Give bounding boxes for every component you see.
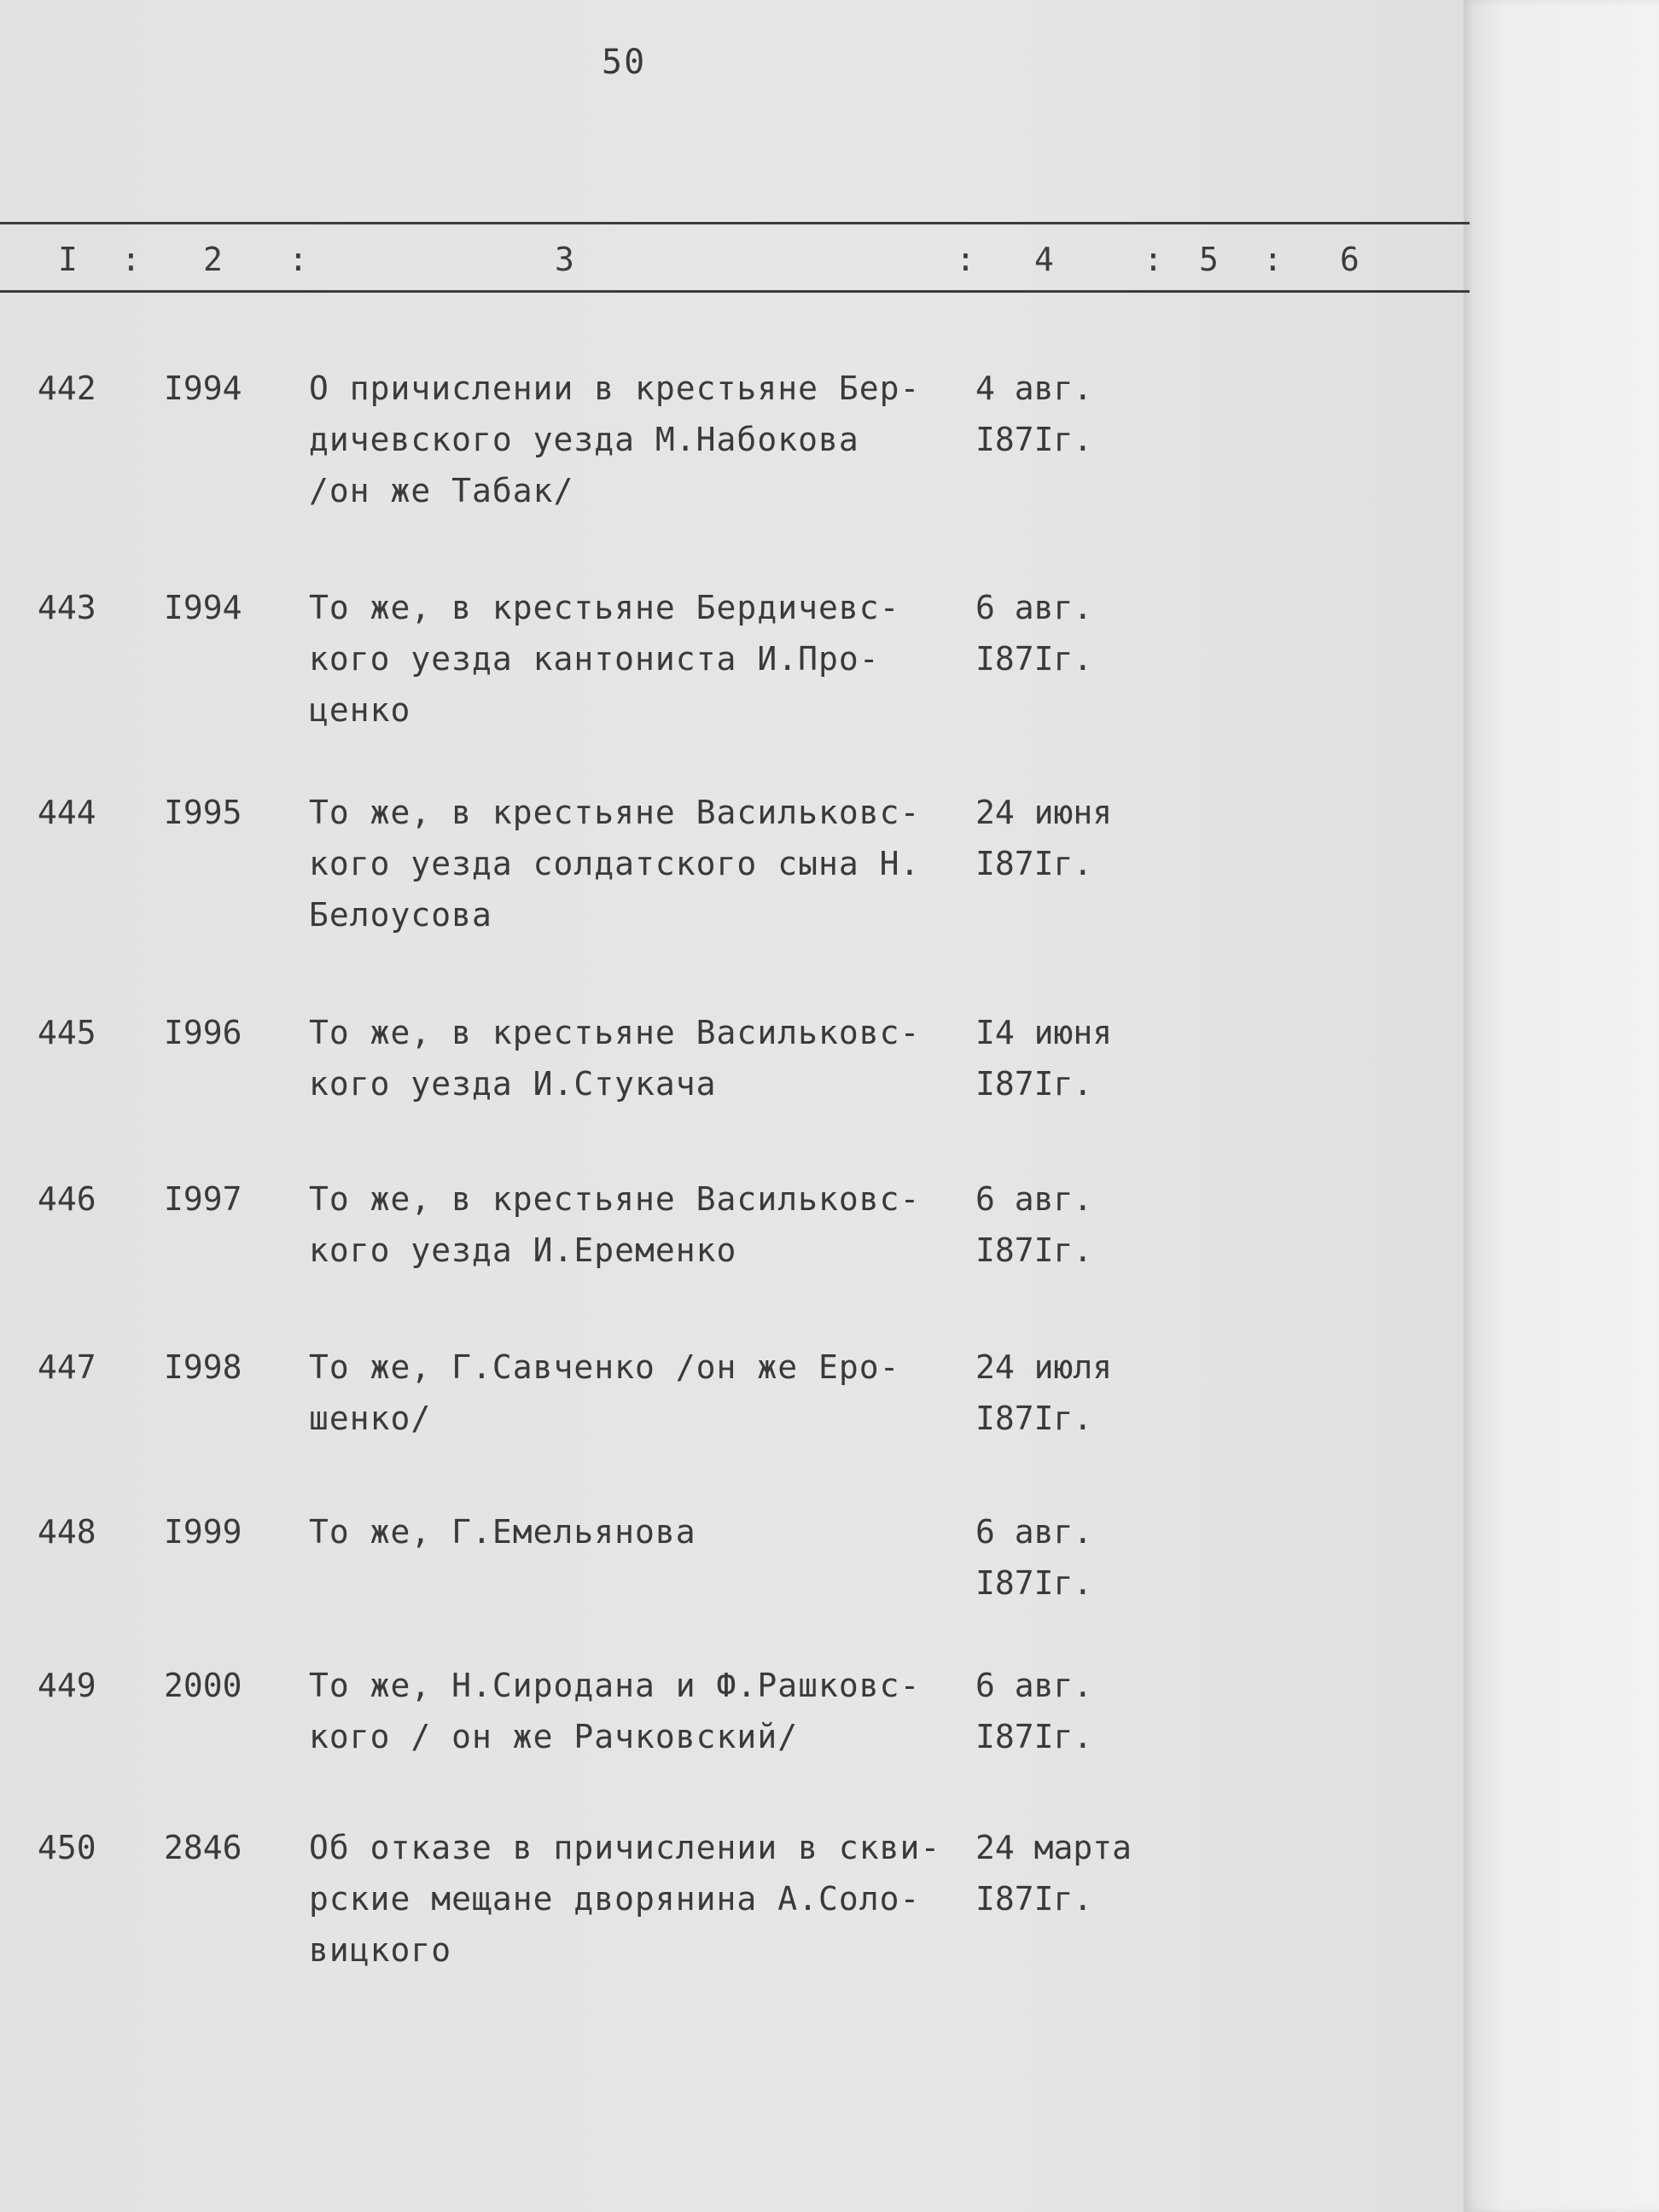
entry-number: 447: [38, 1348, 96, 1386]
entry-description: [309, 1660, 920, 1762]
entry-reference: I999: [164, 1513, 242, 1551]
entry-description: [309, 1173, 920, 1276]
column-separator: :: [956, 241, 975, 278]
description-line: То же, в крестьяне Бердичевс-: [309, 589, 900, 626]
entry-reference: I998: [164, 1348, 242, 1386]
entry-description: [309, 787, 920, 940]
date-day-month: 24 июля: [975, 1348, 1113, 1386]
date-day-month: 6 авг.: [975, 1513, 1093, 1551]
column-separator: :: [121, 241, 141, 278]
entry-number: 448: [38, 1513, 96, 1551]
description-line: Об отказе в причислении в скви-: [309, 1829, 941, 1866]
description-line: То же, в крестьяне Васильковс-: [309, 1180, 921, 1218]
entry-date: [975, 582, 1092, 684]
date-day-month: 24 марта: [975, 1829, 1132, 1866]
entry-reference: I996: [164, 1014, 242, 1051]
header-rule-bottom: [0, 290, 1470, 293]
entry-description: [309, 1506, 696, 1557]
description-line: рские мещане дворянина А.Соло-: [309, 1880, 921, 1918]
description-line: То же, Г.Савченко /он же Еро-: [309, 1348, 900, 1386]
entry-number: 449: [38, 1667, 96, 1704]
entry-date: [975, 1506, 1092, 1609]
column-header-6: 6: [1340, 241, 1359, 278]
column-header-1: I: [58, 241, 78, 278]
entry-date: [975, 1660, 1092, 1762]
entry-reference: I997: [164, 1180, 242, 1218]
entry-reference: I994: [164, 589, 242, 626]
entry-description: [309, 1822, 940, 1976]
description-line: О причислении в крестьяне Бер-: [309, 370, 921, 407]
page-number: 50: [602, 43, 647, 82]
date-day-month: 6 авг.: [975, 1180, 1093, 1218]
description-line: Белоусова: [309, 896, 492, 934]
description-line: /он же Табак/: [309, 472, 574, 509]
date-year: I87Iг.: [975, 1231, 1093, 1269]
entry-description: [309, 1342, 899, 1444]
date-day-month: 4 авг.: [975, 370, 1093, 407]
column-separator: :: [1263, 241, 1283, 278]
date-day-month: I4 июня: [975, 1014, 1113, 1051]
entry-number: 444: [38, 794, 96, 831]
description-line: То же, в крестьяне Васильковс-: [309, 794, 921, 831]
description-line: ценко: [309, 691, 411, 729]
column-separator: :: [1144, 241, 1163, 278]
description-line: кого уезда кантониста И.Про-: [309, 640, 880, 678]
entry-reference: I994: [164, 370, 242, 407]
column-header-5: 5: [1199, 241, 1219, 278]
date-day-month: 6 авг.: [975, 589, 1093, 626]
entry-description: [309, 363, 920, 516]
column-header-3: 3: [555, 241, 574, 278]
header-rule-top: [0, 222, 1470, 224]
column-separator: :: [288, 241, 308, 278]
description-line: кого уезда И.Стукача: [309, 1065, 717, 1103]
date-year: I87Iг.: [975, 1065, 1093, 1103]
description-line: кого уезда И.Еременко: [309, 1231, 737, 1269]
entry-date: [975, 787, 1112, 889]
entry-date: [975, 1342, 1112, 1444]
entry-date: [975, 1822, 1132, 1924]
description-line: шенко/: [309, 1400, 432, 1437]
description-line: То же, Н.Сиродана и Ф.Рашковс-: [309, 1667, 921, 1704]
entry-reference: I995: [164, 794, 242, 831]
entry-date: [975, 1007, 1112, 1109]
description-line: кого / он же Рачковский/: [309, 1718, 799, 1755]
date-year: I87Iг.: [975, 421, 1093, 458]
description-line: кого уезда солдатского сына Н.: [309, 845, 921, 882]
entry-number: 450: [38, 1829, 96, 1866]
entry-number: 442: [38, 370, 96, 407]
entry-description: [309, 1007, 920, 1109]
entry-number: 446: [38, 1180, 96, 1218]
description-line: То же, Г.Емельянова: [309, 1513, 696, 1551]
date-year: I87Iг.: [975, 1564, 1093, 1602]
adjacent-page-edge: [1464, 0, 1659, 2212]
date-year: I87Iг.: [975, 1400, 1093, 1437]
entry-reference: 2000: [164, 1667, 242, 1704]
entry-description: [309, 582, 899, 736]
date-day-month: 24 июня: [975, 794, 1113, 831]
entry-date: [975, 363, 1092, 465]
date-year: I87Iг.: [975, 1718, 1093, 1755]
column-header-4: 4: [1034, 241, 1054, 278]
description-line: То же, в крестьяне Васильковс-: [309, 1014, 921, 1051]
entry-number: 445: [38, 1014, 96, 1051]
entry-number: 443: [38, 589, 96, 626]
date-day-month: 6 авг.: [975, 1667, 1093, 1704]
entry-date: [975, 1173, 1092, 1276]
column-header-2: 2: [203, 241, 223, 278]
date-year: I87Iг.: [975, 1880, 1093, 1918]
description-line: вицкого: [309, 1931, 452, 1969]
date-year: I87Iг.: [975, 845, 1093, 882]
entry-reference: 2846: [164, 1829, 242, 1866]
date-year: I87Iг.: [975, 640, 1093, 678]
description-line: дичевского уезда М.Набокова: [309, 421, 859, 458]
